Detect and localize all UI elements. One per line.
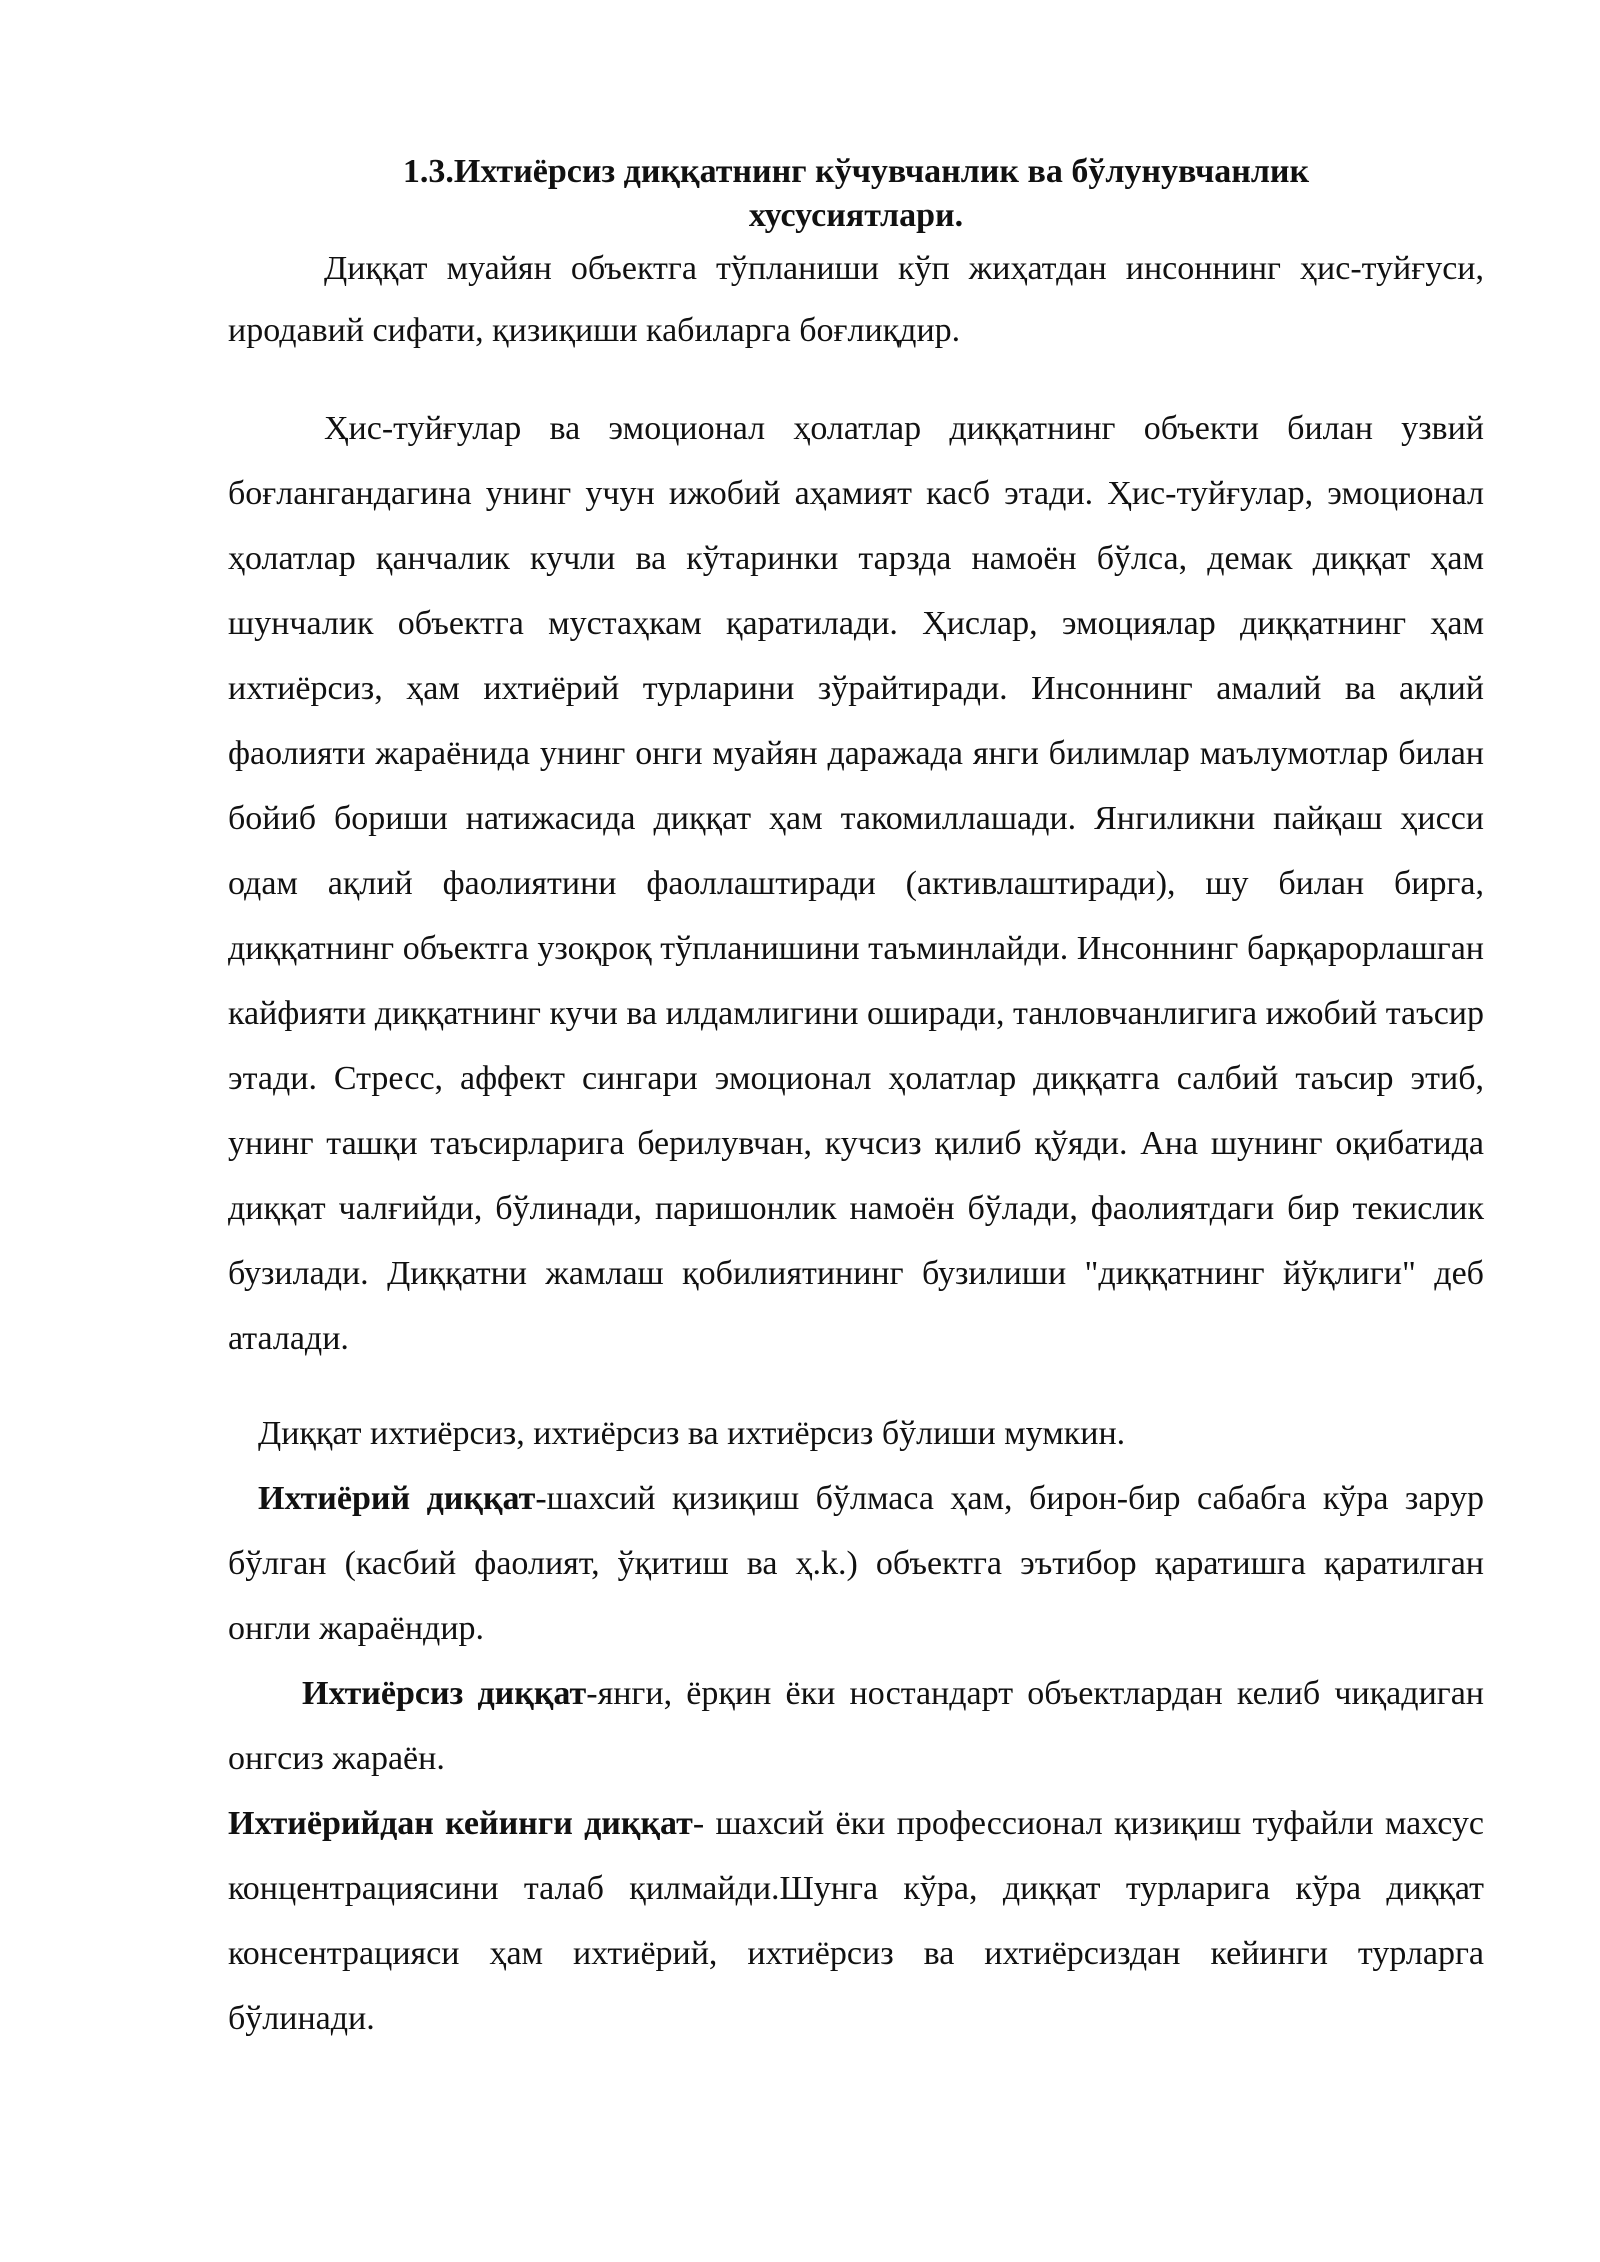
paragraph-emotions: Ҳис-туйғулар ва эмоционал ҳолатлар диққатнинг объекти билан узвий боғлангандагина унинг учун ижобий аҳамият касб этади. Ҳис-туйғулар, эмоционал ҳолатлар қанчалик кучли ва кўтаринки тарзда намоён бўлса, демак диққат ҳам шунчалик объектга мустаҳкам қаратилади. Ҳислар, эмоциялар диққатнинг ҳам ихтиёрсиз, ҳам ихтиёрий турларини зўрайтиради. Инсоннинг амалий ва ақлий фаолияти жараёнида унинг онги муайян даражада янги билимлар маълумотлар билан бойиб бориши натижасида диққат ҳам такомиллашади. Янгиликни пайқаш ҳисси одам ақлий фаолиятини фаоллаштиради (активлаштиради), шу билан бирга, диққатнинг объектга узоқроқ тўпланишини таъминлайди. Инсоннинг барқарорлашган кайфияти диққатнинг кучи ва илдамлигини оширади, танловчанлигига ижобий таъсир этади. Стресс, аффект сингари эмоционал ҳолатлар диққатга салбий таъсир этиб, унинг ташқи таъсирларига берилувчан, кучсиз қилиб қўяди. Ана шунинг оқибатида диққат чалғийди, бўлинади, паришонлик намоён бўлади, фаолиятдаги бир текислик бузилади. Диққатни жамлаш қобилиятининг бузилиши "диққатнинг йўқлиги" деб аталади. — [228, 410, 1484, 1357]
paragraph-involuntary-attention — [228, 1661, 1484, 1791]
definition-post-voluntary-attention: - шахсий ёки профессионал қизиқиш туфайли махсус концентрациясини талаб қилмайди.Шунга кўра, диққат турларига кўра диққат консентрацияси ҳам ихтиёрий, ихтиёрсиз ва ихтиёрсиздан кейинги турларга бўлинади. — [228, 1805, 1484, 2037]
document-body — [228, 150, 1484, 2051]
term-voluntary-attention: Ихтиёрий диққат — [258, 1480, 536, 1517]
section-title — [228, 150, 1484, 238]
paragraph-intro: Диққат муайян объектга тўпланиши кўп жиҳатдан инсоннинг ҳис-туйғуси, иродавий сифати, қизиқиши кабиларга боғлиқдир. — [228, 250, 1484, 349]
term-involuntary-attention: Ихтиёрсиз диққат — [302, 1675, 587, 1712]
paragraph-post-voluntary-attention — [228, 1791, 1484, 2051]
term-post-voluntary-attention: Ихтиёрийдан кейинги диққат — [228, 1805, 693, 1842]
section-title-line-1: 1.3.Ихтиёрсиз диққатнинг кўчувчанлик ва бўлунувчанлик — [402, 153, 1310, 190]
definition-involuntary-attention: -янги, ёрқин ёки ностандарт объектлардан келиб чиқадиган онгсиз жараён. — [228, 1675, 1484, 1777]
section-title-line-2: хусусиятлари. — [748, 197, 964, 234]
paragraph-attention-types: Диққат ихтиёрсиз, ихтиёрсиз ва ихтиёрсиз бўлиши мумкин. — [258, 1415, 1126, 1452]
paragraph-voluntary-attention — [228, 1466, 1484, 1661]
definition-voluntary-attention: -шахсий қизиқиш бўлмаса ҳам, бирон-бир сабабга кўра зарур бўлган (касбий фаолият, ўқитиш ва ҳ.k.) объектга эътибор қаратишга қаратилган онгли жараёндир. — [228, 1480, 1484, 1647]
